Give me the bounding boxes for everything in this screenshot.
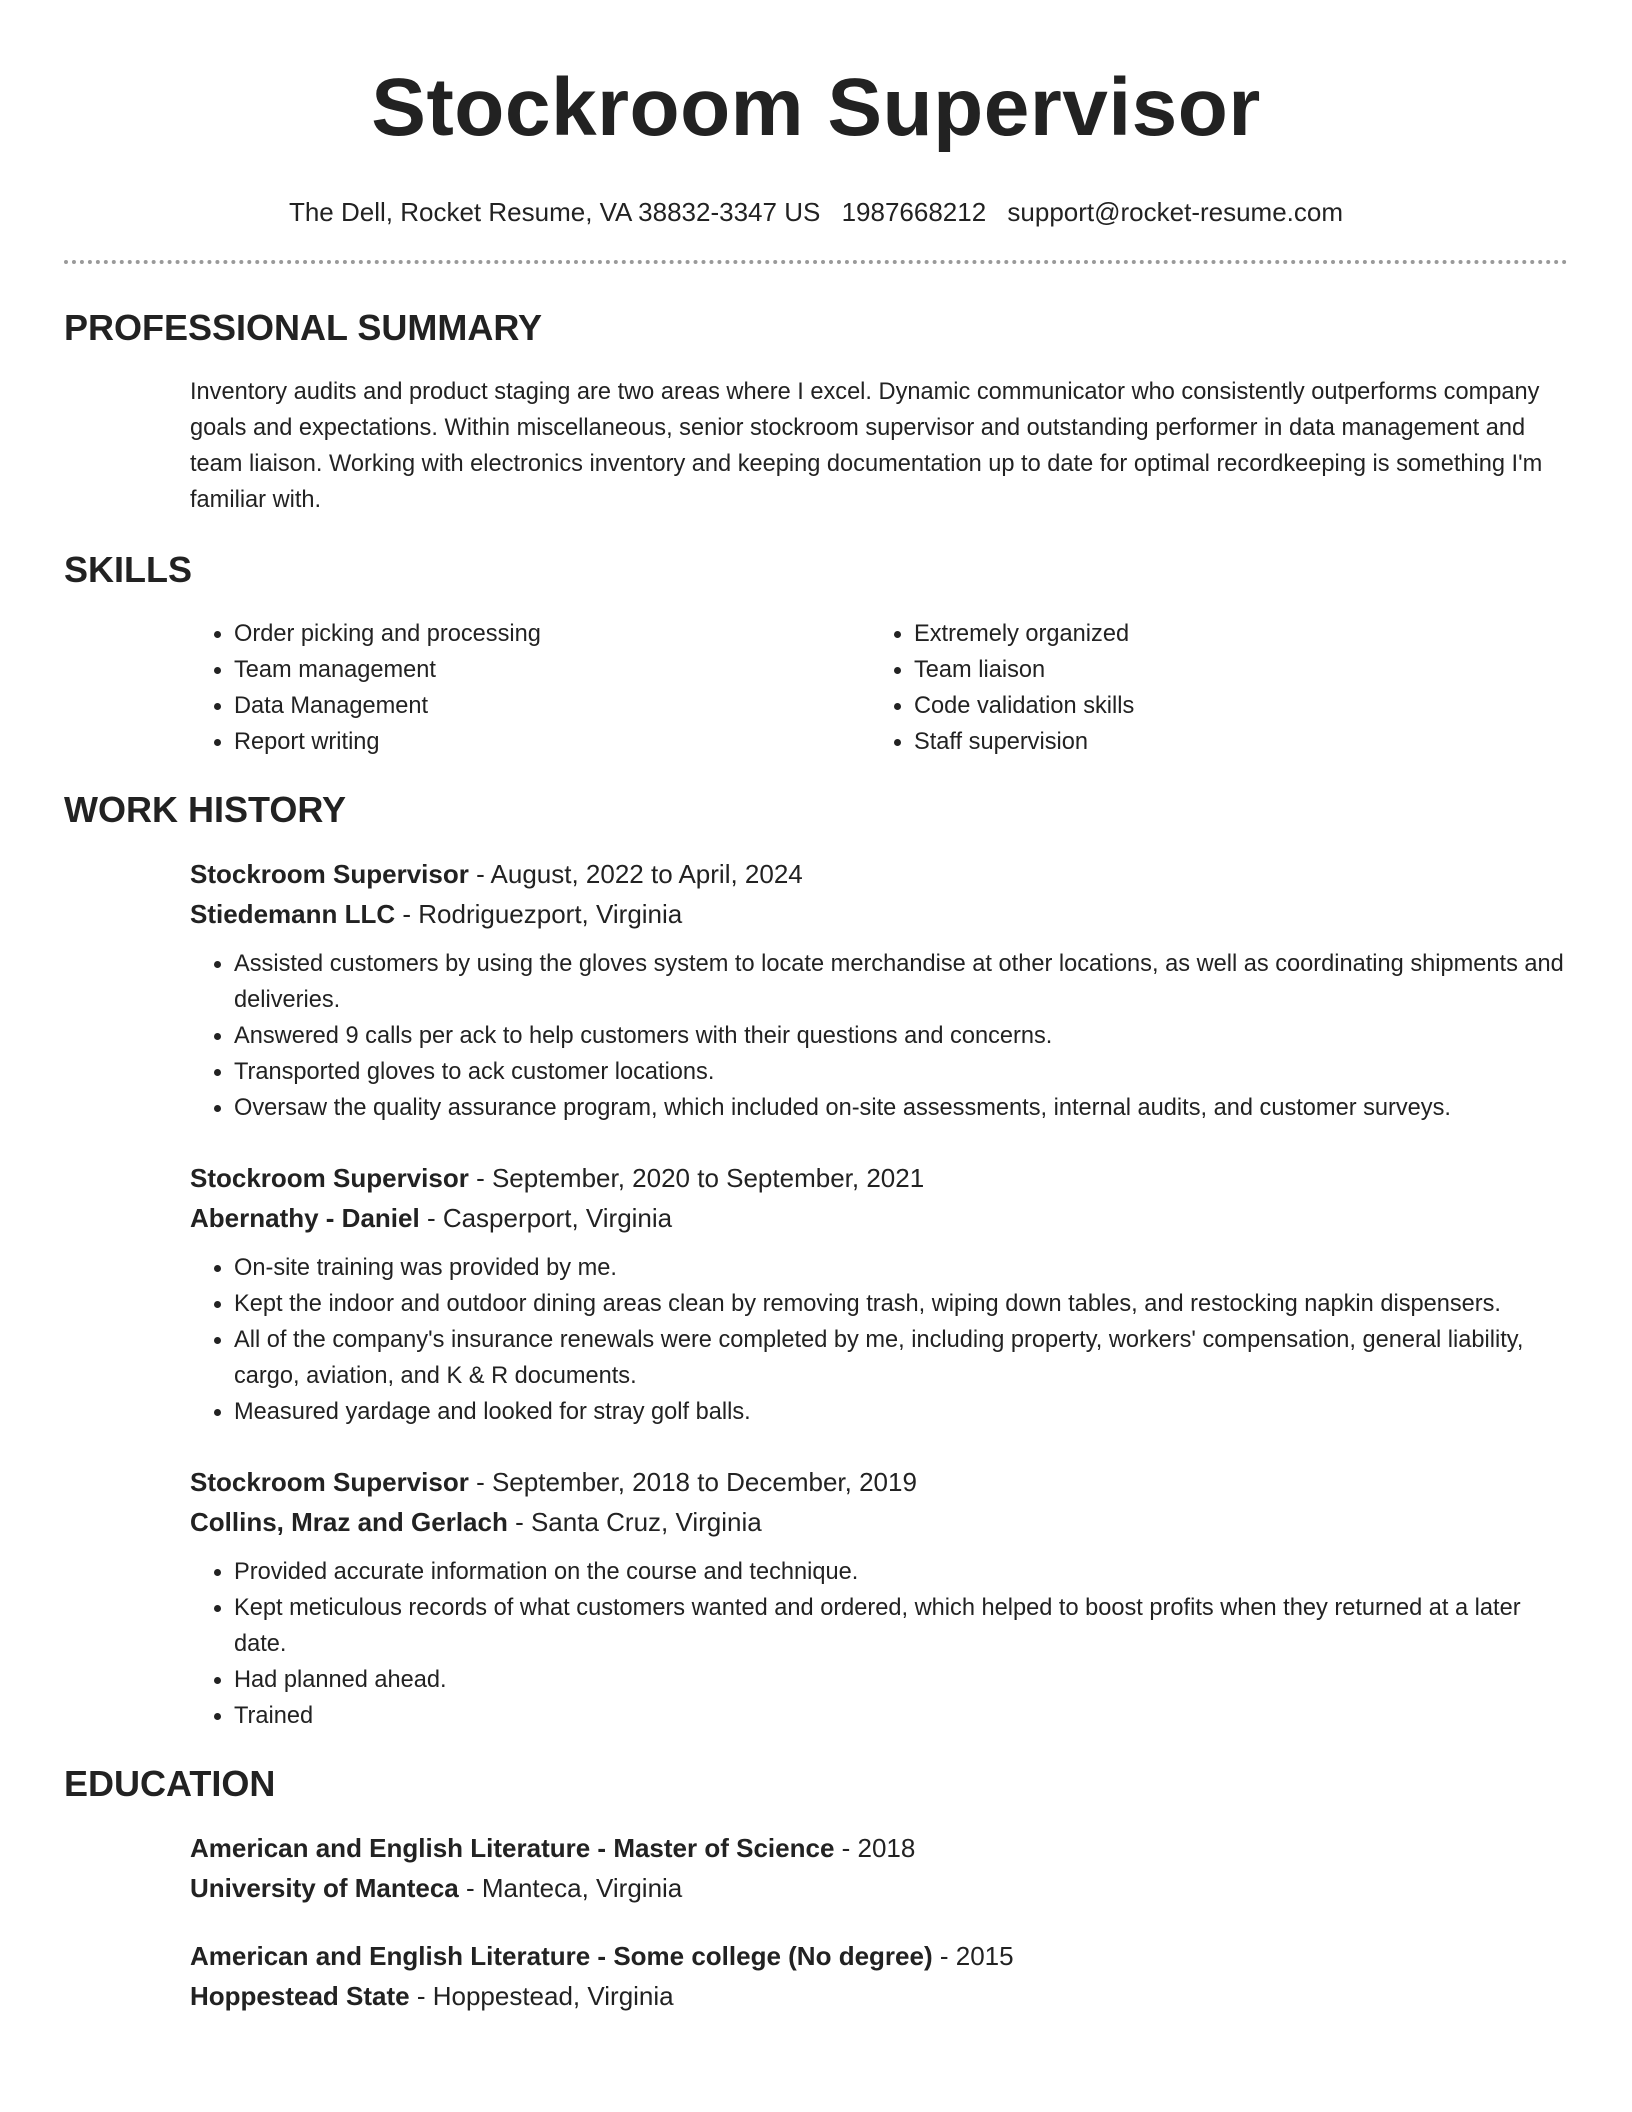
job-dates: - September, 2020 to September, 2021 [468,1163,925,1193]
job-entry [190,1462,1568,1734]
school-line [190,1976,1568,2016]
school-name: University of Manteca [190,1873,459,1903]
contact-line [64,196,1568,228]
contact-email: support@rocket-resume.com [1007,197,1344,227]
job-entry [190,854,1568,1126]
duty-item: • Transported gloves to ack customer locations. [234,1054,1568,1090]
school-line [190,1868,1568,1908]
summary-text: Inventory audits and product staging are two areas where I excel. Dynamic communicator who consistently outperforms company goals and expectations. Within miscellaneous, senior stockroom supervisor and outstanding performer in data management and team liaison. Working with electronics inventory and keeping documentation up to date for optimal recordkeeping is something I'm familiar with. [190,379,1543,513]
job-location: - Rodriguezport, Virginia [395,899,683,929]
header-divider [64,260,1568,264]
skill-item: • Report writing [234,724,870,760]
duty-item: • All of the company's insurance renewals were completed by me, including property, workers' compensation, general liability, cargo, aviation, and K & R documents. [234,1322,1568,1394]
skills-heading: SKILLS [64,549,193,590]
skill-item: • Extremely organized [914,616,1550,652]
contact-phone: 1987668212 [841,197,987,227]
contact-address: The Dell, Rocket Resume, VA 38832-3347 US [288,197,821,227]
job-role: Stockroom Supervisor [190,859,469,889]
job-role: Stockroom Supervisor [190,1467,469,1497]
education-heading: EDUCATION [64,1763,276,1804]
resume-name: Stockroom Supervisor [371,62,1261,153]
education-entry [190,1936,1568,2016]
skill-item: • Order picking and processing [234,616,870,652]
job-dates: - August, 2022 to April, 2024 [468,859,803,889]
job-company: Collins, Mraz and Gerlach [190,1507,508,1537]
school-location: - Hoppestead, Virginia [409,1981,674,2011]
duty-item: • Oversaw the quality assurance program, which included on-site assessments, internal audits, and customer surveys. [234,1090,1568,1126]
job-entry [190,1158,1568,1430]
degree-line [190,1936,1568,1976]
degree-year: - 2018 [834,1833,916,1863]
job-duties [190,946,1568,1126]
degree-year: - 2015 [932,1941,1014,1971]
duty-item: • Kept the indoor and outdoor dining areas clean by removing trash, wiping down tables, and restocking napkin dispensers. [234,1286,1568,1322]
skill-item: • Team management [234,652,870,688]
job-title-line [190,1462,1568,1502]
job-company: Abernathy - Daniel [190,1203,420,1233]
skill-item: • Team liaison [914,652,1550,688]
job-company: Stiedemann LLC [190,899,396,929]
job-duties [190,1250,1568,1430]
job-company-line [190,894,1568,934]
education-section [190,1828,1568,2016]
summary-heading: PROFESSIONAL SUMMARY [64,307,543,348]
skill-item: • Staff supervision [914,724,1550,760]
job-duties [190,1554,1568,1734]
duty-item: • Had planned ahead. [234,1662,1568,1698]
education-entry [190,1828,1568,1908]
skills-column-left [190,616,870,760]
degree-name: American and English Literature - Some college (No degree) [190,1941,933,1971]
skills-column-right [870,616,1550,760]
job-company-line [190,1502,1568,1542]
job-dates: - September, 2018 to December, 2019 [468,1467,917,1497]
duty-item: • On-site training was provided by me. [234,1250,1568,1286]
job-location: - Santa Cruz, Virginia [507,1507,762,1537]
job-title-line [190,1158,1568,1198]
job-role: Stockroom Supervisor [190,1163,469,1193]
resume-page [64,0,1568,2016]
duty-item: • Provided accurate information on the course and technique. [234,1554,1568,1590]
job-company-line [190,1198,1568,1238]
duty-item: • Answered 9 calls per ack to help customers with their questions and concerns. [234,1018,1568,1054]
degree-name: American and English Literature - Master of Science [190,1833,835,1863]
job-title-line [190,854,1568,894]
summary-section [190,374,1568,518]
school-name: Hoppestead State [190,1981,410,2011]
work-history-heading: WORK HISTORY [64,789,347,830]
skills-list [190,616,1568,760]
duty-item: • Trained [234,1698,1568,1734]
degree-line [190,1828,1568,1868]
job-location: - Casperport, Virginia [419,1203,673,1233]
school-location: - Manteca, Virginia [458,1873,683,1903]
work-history-section [190,854,1568,1734]
duty-item: • Kept meticulous records of what customers wanted and ordered, which helped to boost profits when they returned at a later date. [234,1590,1568,1662]
duty-item: • Measured yardage and looked for stray golf balls. [234,1394,1568,1430]
duty-item: • Assisted customers by using the gloves system to locate merchandise at other locations, as well as coordinating shipments and deliveries. [234,946,1568,1018]
skill-item: • Data Management [234,688,870,724]
skill-item: • Code validation skills [914,688,1550,724]
